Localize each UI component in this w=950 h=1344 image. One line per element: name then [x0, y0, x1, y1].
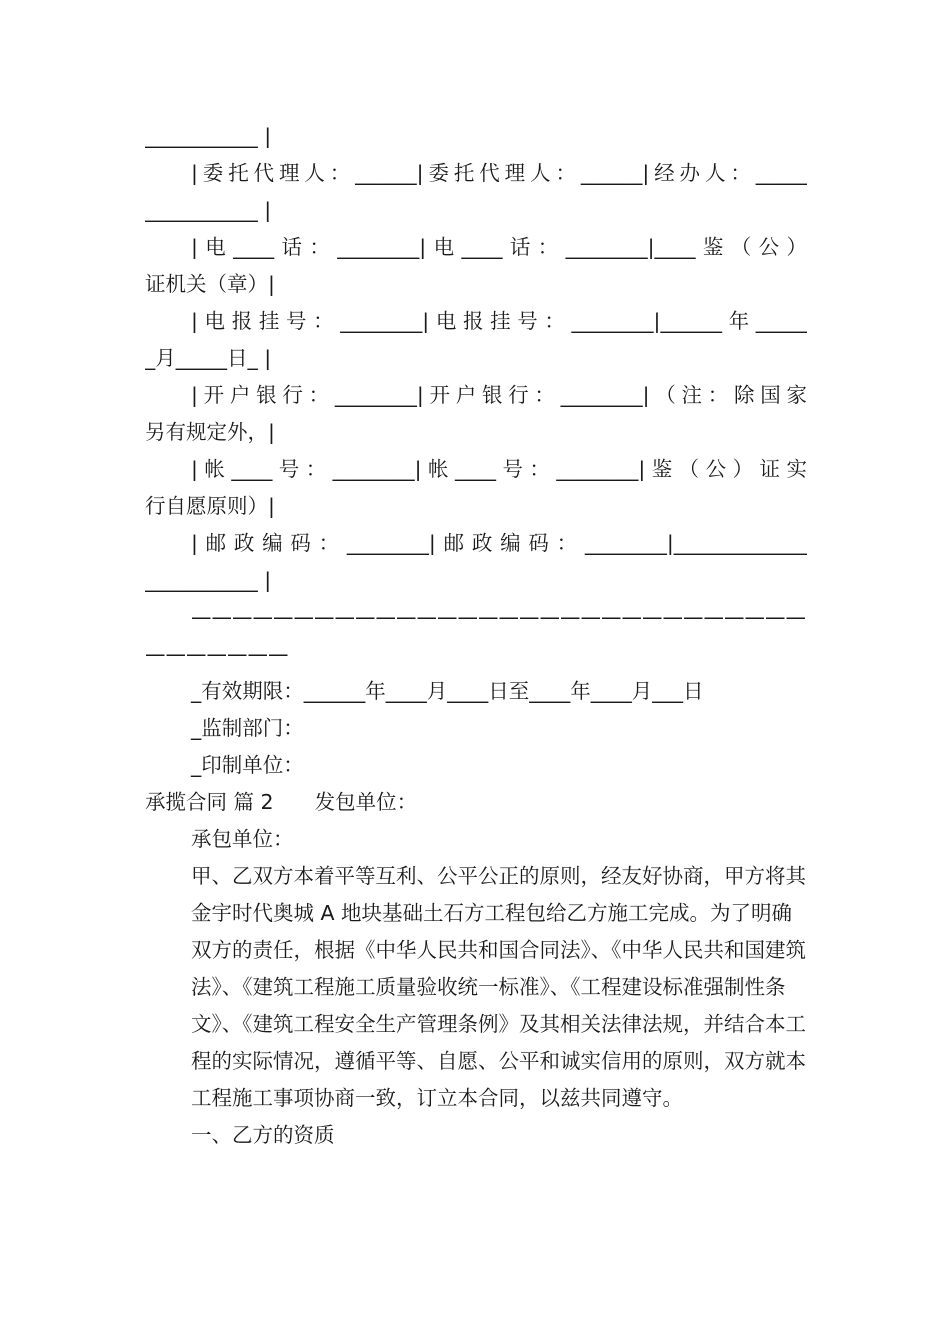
document-body [145, 118, 807, 1154]
body-paragraph: 甲、乙双方本着平等互利、公平公正的原则，经友好协商，甲方将其金宇时代奥城 A 地块基础土石方工程包给乙方施工完成。为了明确双方的责任，根据《中华人民共和国合同法》、《中华人民共和国建筑法》、《建筑工程施工质量验收统一标准》、《工程建设标准强制性条文》、《建筑工程安全生产管理条例》及其相关法律法规，并结合本工程的实际情况，遵循平等、自愿、公平和诚实信用的原则，双方就本工程施工事项协商一致，订立本合同，以兹共同遵守。 [191, 864, 806, 1110]
form-line-account: |帐____号：________|帐____号：________|鉴（公）证实 [191, 457, 807, 481]
contractor-line: 承包单位： [191, 827, 294, 851]
form-line-postcode-end: ___________ | [145, 568, 272, 592]
validity-line: _有效期限：______年____月____日至____年____月___日 [191, 679, 704, 703]
form-line-bank: |开户银行：________|开户银行：________|（注：除国家 [191, 383, 807, 407]
form-line-account-end: 行自愿原则）| [145, 494, 275, 518]
form-line-agent-end: ___________ | [145, 198, 272, 222]
form-line-postcode: |邮政编码：________|邮政编码：________|_____________ [191, 531, 807, 555]
printer-line: _印制单位： [191, 753, 304, 777]
form-divider: —————————————————————————————— [191, 605, 806, 629]
form-line-telegraph-end: _月_____日_ | [145, 346, 272, 370]
form-line-signature-end: ___________ | [145, 124, 272, 148]
form-line-phone-end: 证机关（章）| [145, 272, 275, 296]
supervisor-line: _监制部门： [191, 716, 304, 740]
section2-heading: 承揽合同 篇 2 发包单位： [145, 790, 418, 814]
form-line-bank-end: 另有规定外，| [145, 420, 275, 444]
section1-title: 一、乙方的资质 [191, 1123, 335, 1147]
form-line-phone: |电____话：________|电____话：________|____鉴（公） [191, 235, 807, 259]
form-line-telegraph: |电报挂号：________|电报挂号：________|______年_____ [191, 309, 807, 333]
form-divider-end: ——————— [145, 642, 289, 666]
form-line-agent: |委托代理人：______|委托代理人：______|经办人：_____ [191, 161, 807, 185]
